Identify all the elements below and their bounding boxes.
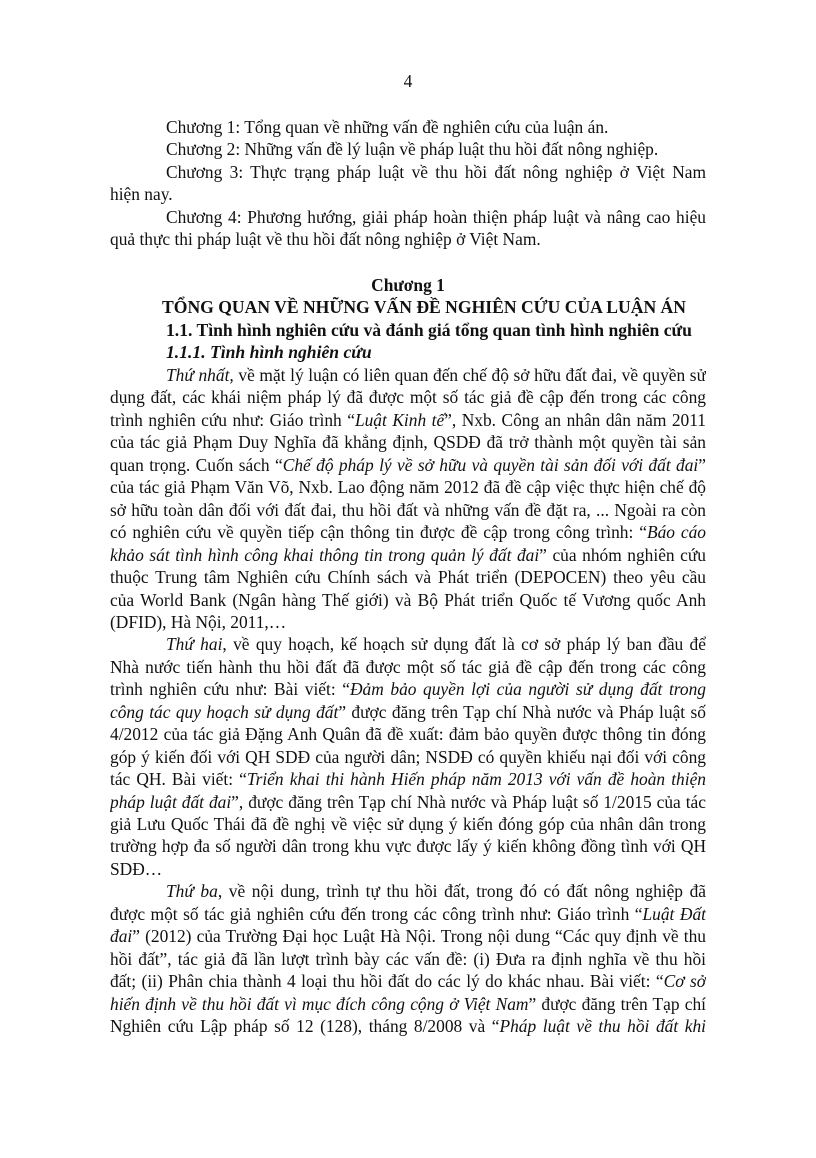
text-run: trình nghiên cứu như: Bài viết: “	[110, 679, 350, 700]
body-line	[110, 566, 706, 588]
body-line	[110, 1015, 706, 1037]
chapter-list-item: Chương 1: Tổng quan về những vấn đề nghiên cứu của luận án.	[166, 117, 609, 137]
chapter-heading: Chương 1	[371, 275, 445, 295]
body-line	[110, 993, 706, 1015]
text-run: hồi đất”, tác giả đã lần lượt trình bày các vấn đề: (i) Đưa ra định nghĩa về thu hồi	[110, 948, 706, 969]
text-run: , về quy hoạch, kế hoạch sử dụng đất là cơ sở pháp lý ban đầu để	[222, 634, 706, 655]
body-line	[110, 656, 706, 678]
body-line	[110, 678, 706, 700]
body-line	[166, 633, 706, 655]
chapter-list-item: Chương 4: Phương hướng, giải pháp hoàn thiện pháp luật và nâng cao hiệu	[166, 207, 706, 227]
chapter-list-item: Chương 3: Thực trạng pháp luật về thu hồi đất nông nghiệp ở Việt Nam	[166, 162, 706, 182]
italic-text: hiến định về thu hồi đất vì mục đích công cộng ở Việt Nam	[110, 993, 529, 1014]
text-run: có nghiên cứu về quyền tiếp cận thông tin được đề cập trong công trình: “	[110, 522, 647, 543]
text-run: của World Bank (Ngân hàng Thế giới) và Bộ Phát triển Quốc tế Vương quốc Anh	[110, 589, 706, 610]
text-run: giả Lưu Quốc Thái đã đề nghị về việc sử dụng ý kiến đóng góp của nhân dân trong	[110, 814, 706, 834]
text-run: trình nghiên cứu như: Giáo trình “	[110, 409, 355, 430]
text-run: sở hữu toàn dân đối với đất đai, thu hồi đất và những vấn đề đặt ra, ... Ngoài ra còn	[110, 499, 706, 520]
body-line	[110, 970, 706, 992]
italic-text: pháp luật đất đai	[110, 791, 232, 812]
body-line	[110, 499, 706, 521]
body-line	[166, 364, 706, 386]
italic-text: Chế độ pháp lý về sở hữu và quyền tài sản đối với đất đai	[282, 454, 699, 475]
body-line	[110, 948, 706, 970]
chapter-list-item: hiện nay.	[110, 184, 173, 204]
text-run: của tác giả Phạm Văn Võ, Nxb. Lao động năm 2012 đã đề cập việc thực hiện chế độ	[110, 477, 706, 498]
text-run: đất; (ii) Phân chia thành 4 loại thu hồi đất do các lý do khác nhau. Bài viết: “	[110, 971, 664, 992]
body-line	[110, 746, 706, 768]
body-line	[110, 386, 706, 408]
italic-text: Pháp luật về thu hồi đất khi	[499, 1016, 706, 1037]
chapter-list-item: quả thực thi pháp luật về thu hồi đất nông nghiệp ở Việt Nam.	[110, 229, 541, 249]
section-heading: 1.1. Tình hình nghiên cứu và đánh giá tổng quan tình hình nghiên cứu	[166, 320, 692, 340]
body-line	[110, 611, 706, 633]
text-run: ” được đăng trên Tạp chí	[528, 993, 706, 1014]
text-run: thuộc Trung tâm Nghiên cứu Chính sách và Phát triển (DEPOCEN) theo yêu cầu	[110, 567, 706, 588]
italic-text: Thứ ba	[166, 881, 218, 902]
italic-text: Triển khai thi hành Hiến pháp năm 2013 với vấn đề hoàn thiện	[246, 769, 706, 790]
text-run: ” (2012) của Trường Đại học Luật Hà Nội. Trong nội dung “Các quy định về thu	[132, 926, 706, 947]
body-line	[110, 409, 706, 431]
italic-text: Thứ hai	[166, 634, 223, 655]
body-line	[110, 454, 706, 476]
body-line	[110, 835, 706, 857]
text-run: Nghiên cứu Lập pháp số 12 (128), tháng 8/2008 và “	[110, 1016, 500, 1037]
italic-text: khảo sát tình hình công khai thông tin trong quản lý đất đai	[110, 544, 540, 565]
text-run: ”	[698, 454, 706, 475]
text-run: ”, Nxb. Công an nhân dân năm 2011	[444, 409, 706, 430]
italic-text: Luật Kinh tế	[354, 409, 445, 430]
italic-text: Thứ nhất,	[166, 365, 234, 385]
text-run: trường hợp đa số người dân trong khu vực được lấy ý kiến không đồng tình với QH	[110, 836, 706, 857]
text-run: ” của nhóm nghiên cứu	[539, 544, 706, 565]
subsection-heading: 1.1.1. Tình hình nghiên cứu	[166, 342, 372, 362]
text-run: (DFID), Hà Nội, 2011,…	[110, 611, 287, 632]
text-run: SDĐ…	[110, 858, 163, 879]
text-run: dụng đất, các khái niệm pháp lý đã được một số tác giả đề cập đến trong các công	[110, 387, 706, 408]
text-run: góp ý kiến đối với QH SDĐ của người dân; NSDĐ có quyền khiếu nại đối với công	[110, 746, 706, 767]
text-run: tác QH. Bài viết: “	[110, 769, 247, 790]
italic-text: Đảm bảo quyền lợi của người sử dụng đất trong	[349, 679, 706, 700]
body-line	[110, 431, 706, 453]
body-line	[110, 476, 706, 498]
body-line	[110, 768, 706, 790]
italic-text: công tác quy hoạch sử dụng đất	[110, 701, 339, 722]
page-number: 4	[403, 71, 413, 91]
text-run: quan trọng. Cuốn sách “	[110, 454, 283, 475]
body-line	[110, 925, 706, 947]
body-line	[110, 903, 706, 925]
text-run: ” được đăng trên Tạp chí Nhà nước và Pháp luật số	[338, 701, 706, 722]
body-line	[110, 589, 706, 611]
body-line	[110, 791, 706, 813]
text-run: 4/2012 của tác giả Đặng Anh Quân đã đề xuất: đảm bảo quyền được thông tin đóng	[110, 724, 706, 745]
body-line	[110, 521, 706, 543]
body-line	[110, 858, 706, 880]
text-run: của tác giả Phạm Duy Nghĩa đã khẳng định, QSDĐ đã trở thành một quyền tài sản	[110, 432, 706, 453]
chapter-title: TỔNG QUAN VỀ NHỮNG VẤN ĐỀ NGHIÊN CỨU CỦA LUẬN ÁN	[162, 297, 686, 317]
italic-text: Cơ sở	[663, 971, 706, 992]
text-run: , về nội dung, trình tự thu hồi đất, trong đó có đất nông nghiệp đã	[217, 881, 706, 902]
italic-text: đai	[110, 926, 133, 947]
text-run: ”, được đăng trên Tạp chí Nhà nước và Pháp luật số 1/2015 của tác	[231, 791, 706, 812]
body-line	[110, 813, 706, 835]
text-run: về mặt lý luận có liên quan đến chế độ sở hữu đất đai, về quyền sử	[233, 365, 706, 385]
body-line	[110, 544, 706, 566]
italic-text: Báo cáo	[646, 522, 706, 543]
body-line	[110, 723, 706, 745]
italic-text: Luật Đất	[642, 903, 706, 924]
text-run: được một số tác giả nghiên cứu đến trong các công trình như: Giáo trình “	[110, 903, 643, 924]
body-line	[166, 880, 706, 902]
body-line	[110, 701, 706, 723]
chapter-list-item: Chương 2: Những vấn đề lý luận về pháp luật thu hồi đất nông nghiệp.	[166, 139, 659, 159]
text-run: Nhà nước tiến hành thu hồi đất đã được một số tác giả đề cập đến trong các công	[110, 656, 706, 677]
